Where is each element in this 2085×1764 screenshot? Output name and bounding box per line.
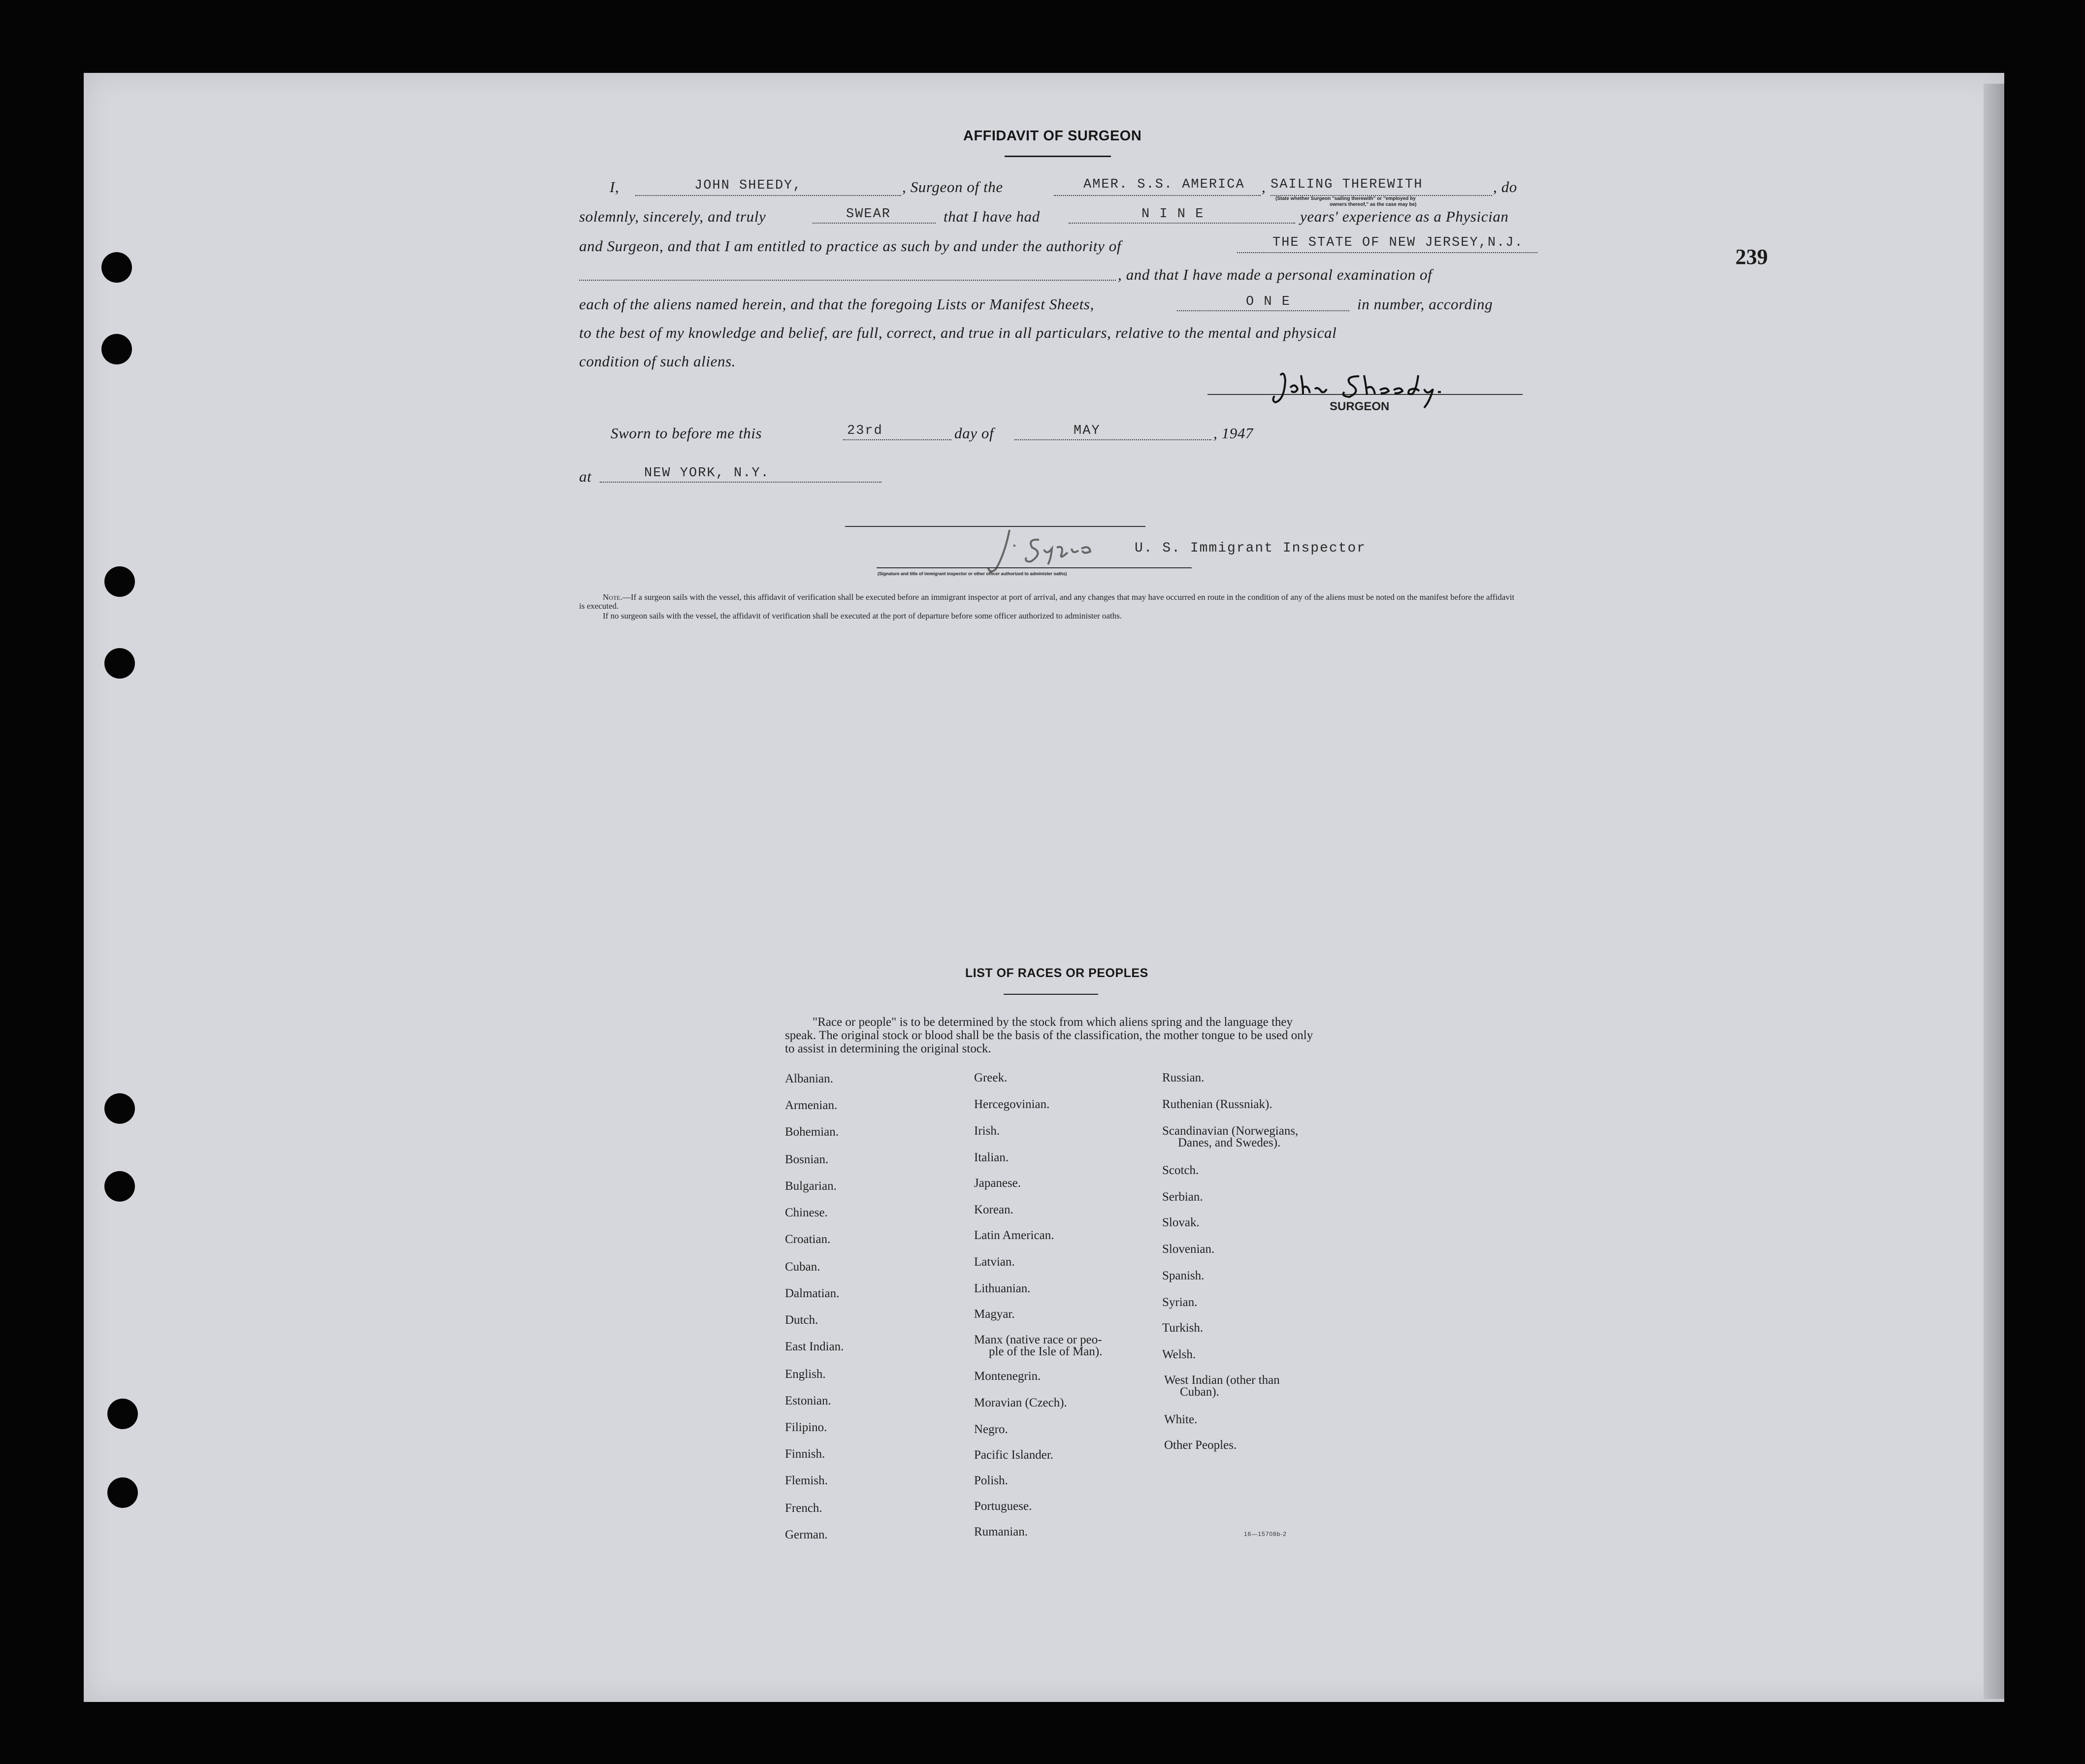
note-label: Note. bbox=[603, 592, 622, 602]
race-item: Hercegovinian. bbox=[974, 1098, 1050, 1111]
race-item: Other Peoples. bbox=[1164, 1438, 1237, 1452]
races-intro bbox=[785, 1015, 1317, 1055]
race-item: Estonian. bbox=[785, 1394, 831, 1407]
race-item: Manx (native race or peo- bbox=[974, 1333, 1102, 1346]
race-item: Magyar. bbox=[974, 1307, 1015, 1321]
affidavit-text: , do bbox=[1493, 178, 1517, 196]
punch-hole bbox=[104, 648, 135, 679]
race-item: French. bbox=[785, 1502, 822, 1515]
inspector-title: U. S. Immigrant Inspector bbox=[1135, 541, 1367, 556]
affidavit-text: and Surgeon, and that I am entitled to practice as such by and under the authority of bbox=[579, 237, 1122, 255]
punch-hole bbox=[104, 1171, 135, 1202]
race-item: ple of the Isle of Man). bbox=[989, 1345, 1103, 1358]
race-item: Chinese. bbox=[785, 1206, 828, 1219]
authority-continued-line bbox=[579, 280, 1116, 281]
race-item: Turkish. bbox=[1162, 1321, 1204, 1335]
affidavit-text: condition of such aliens. bbox=[579, 353, 736, 370]
surgeon-name-line bbox=[635, 195, 901, 196]
race-item: Bosnian. bbox=[785, 1153, 829, 1166]
race-item: Montenegrin. bbox=[974, 1370, 1041, 1383]
race-item: West Indian (other than bbox=[1164, 1373, 1280, 1387]
race-item: Armenian. bbox=[785, 1099, 838, 1112]
inspector-signature-line bbox=[877, 567, 1192, 568]
race-item: Danes, and Swedes). bbox=[1178, 1136, 1281, 1149]
race-item: Serbian. bbox=[1162, 1190, 1203, 1204]
race-item: Negro. bbox=[974, 1423, 1008, 1436]
race-item: Bohemian. bbox=[785, 1125, 839, 1139]
punch-hole bbox=[104, 1093, 135, 1124]
race-item: Bulgarian. bbox=[785, 1179, 837, 1193]
punch-hole bbox=[107, 1477, 138, 1508]
race-item: Korean. bbox=[974, 1203, 1013, 1216]
day-line bbox=[843, 439, 951, 440]
race-item: Albanian. bbox=[785, 1072, 833, 1085]
affidavit-text: that I have had bbox=[944, 208, 1040, 225]
race-item: Polish. bbox=[974, 1474, 1008, 1487]
sworn-month: MAY bbox=[1074, 424, 1101, 438]
race-item: Greek. bbox=[974, 1071, 1008, 1084]
race-item: Rumanian. bbox=[974, 1525, 1028, 1538]
affidavit-text: years' experience as a Physician bbox=[1300, 208, 1509, 225]
race-item: English. bbox=[785, 1368, 826, 1381]
affidavit-text: each of the aliens named herein, and that the foregoing Lists or Manifest Sheets, bbox=[579, 295, 1094, 313]
sworn-text: at bbox=[579, 468, 592, 485]
race-item: Finnish. bbox=[785, 1447, 825, 1461]
oath-value: SWEAR bbox=[846, 207, 891, 222]
capacity-value: SAILING THEREWITH bbox=[1271, 177, 1423, 192]
capacity-hint: owners thereof," as the case may be) bbox=[1330, 202, 1417, 207]
oath-line bbox=[813, 223, 936, 224]
race-item: Dalmatian. bbox=[785, 1287, 840, 1300]
authority-value: THE STATE OF NEW JERSEY,N.J. bbox=[1272, 235, 1524, 250]
races-title-underline bbox=[1004, 994, 1098, 995]
surgeon-label: SURGEON bbox=[1330, 400, 1390, 413]
race-item: Portuguese. bbox=[974, 1500, 1032, 1513]
years-line bbox=[1069, 223, 1295, 224]
years-value: N I N E bbox=[1141, 207, 1205, 222]
affidavit-text: to the best of my knowledge and belief, are full, correct, and true in all particulars, relative to the mental and physical bbox=[579, 324, 1337, 341]
race-item: Latin American. bbox=[974, 1229, 1054, 1242]
race-item: Lithuanian. bbox=[974, 1282, 1031, 1295]
sworn-day: 23rd bbox=[847, 424, 883, 438]
affidavit-title: AFFIDAVIT OF SURGEON bbox=[963, 128, 1142, 144]
sworn-year: , 1947 bbox=[1213, 425, 1254, 442]
race-item: German. bbox=[785, 1528, 828, 1541]
month-line bbox=[1014, 439, 1211, 440]
punch-hole bbox=[107, 1399, 138, 1429]
sworn-text: day of bbox=[954, 425, 994, 442]
authority-line bbox=[1237, 252, 1537, 253]
race-item: East Indian. bbox=[785, 1340, 844, 1353]
race-item: Cuban). bbox=[1180, 1385, 1219, 1399]
race-item: Welsh. bbox=[1162, 1348, 1196, 1361]
affidavit-text: in number, according bbox=[1357, 295, 1493, 313]
note-text-1: —If a surgeon sails with the vessel, this affidavit of verification shall be executed before an immigrant inspector at port of arrival, and any changes that may have occurred en route in the condition of any of the aliens must be noted on the manifest before the affidavit is executed. bbox=[579, 592, 1515, 611]
vessel-value: AMER. S.S. AMERICA bbox=[1083, 177, 1245, 192]
race-item: Dutch. bbox=[785, 1313, 818, 1327]
race-item: Cuban. bbox=[785, 1260, 820, 1274]
race-item: Spanish. bbox=[1162, 1269, 1205, 1282]
race-item: Latvian. bbox=[974, 1255, 1015, 1269]
capacity-hint: (State whether Surgeon "sailing therewith" or "employed by bbox=[1275, 196, 1416, 201]
punch-hole bbox=[101, 334, 132, 364]
vessel-line bbox=[1054, 195, 1261, 196]
race-item: Japanese. bbox=[974, 1176, 1021, 1190]
race-item: Italian. bbox=[974, 1151, 1009, 1164]
sheets-value: O N E bbox=[1246, 294, 1291, 309]
race-item: Syrian. bbox=[1162, 1296, 1198, 1309]
race-item: Moravian (Czech). bbox=[974, 1396, 1067, 1409]
form-code: 16—15708b-2 bbox=[1244, 1531, 1287, 1537]
races-intro-text: "Race or people" is to be determined by the stock from which aliens spring and the language they speak. The original stock or blood shall be the basis of the classification, the mother tongue to be used only to assist in determining the original stock. bbox=[785, 1015, 1313, 1055]
race-item: Russian. bbox=[1162, 1071, 1205, 1084]
affidavit-text: solemnly, sincerely, and truly bbox=[579, 208, 766, 225]
note-text-2: If no surgeon sails with the vessel, the affidavit of verification shall be executed at the port of departure before some officer authorized to administer oaths. bbox=[603, 611, 1122, 621]
race-item: Scotch. bbox=[1162, 1164, 1199, 1177]
race-item: Flemish. bbox=[785, 1474, 828, 1487]
sheet-edge bbox=[1984, 84, 2004, 1699]
race-item: Filipino. bbox=[785, 1421, 827, 1434]
affidavit-text: , bbox=[1262, 178, 1266, 196]
affidavit-text: I, bbox=[610, 178, 619, 196]
race-item: Pacific Islander. bbox=[974, 1448, 1054, 1462]
place-line bbox=[600, 482, 881, 483]
race-item: Slovenian. bbox=[1162, 1242, 1215, 1256]
race-item: Ruthenian (Russniak). bbox=[1162, 1098, 1272, 1111]
inspector-caption: (Signature and title of immigrant inspector or other officer authorized to administer oaths) bbox=[878, 571, 1067, 576]
page-number: 239 bbox=[1735, 245, 1768, 269]
races-title: LIST OF RACES OR PEOPLES bbox=[965, 966, 1148, 980]
race-item: Croatian. bbox=[785, 1233, 831, 1246]
race-item: Slovak. bbox=[1162, 1216, 1200, 1229]
race-item: White. bbox=[1164, 1413, 1198, 1426]
affidavit-note bbox=[579, 593, 1515, 611]
surgeon-name-value: JOHN SHEEDY, bbox=[694, 178, 802, 193]
punch-hole bbox=[101, 252, 132, 283]
affidavit-text: , Surgeon of the bbox=[902, 178, 1003, 196]
title-underline bbox=[1005, 156, 1111, 157]
sworn-text: Sworn to before me this bbox=[611, 425, 762, 442]
punch-hole bbox=[104, 566, 135, 597]
affidavit-note-2 bbox=[603, 612, 1514, 621]
race-item: Scandinavian (Norwegians, bbox=[1162, 1124, 1299, 1138]
race-item: Irish. bbox=[974, 1124, 1000, 1138]
sheets-line bbox=[1177, 310, 1349, 311]
sworn-place: NEW YORK, N.Y. bbox=[644, 466, 770, 481]
affidavit-text: , and that I have made a personal examination of bbox=[1118, 266, 1433, 283]
